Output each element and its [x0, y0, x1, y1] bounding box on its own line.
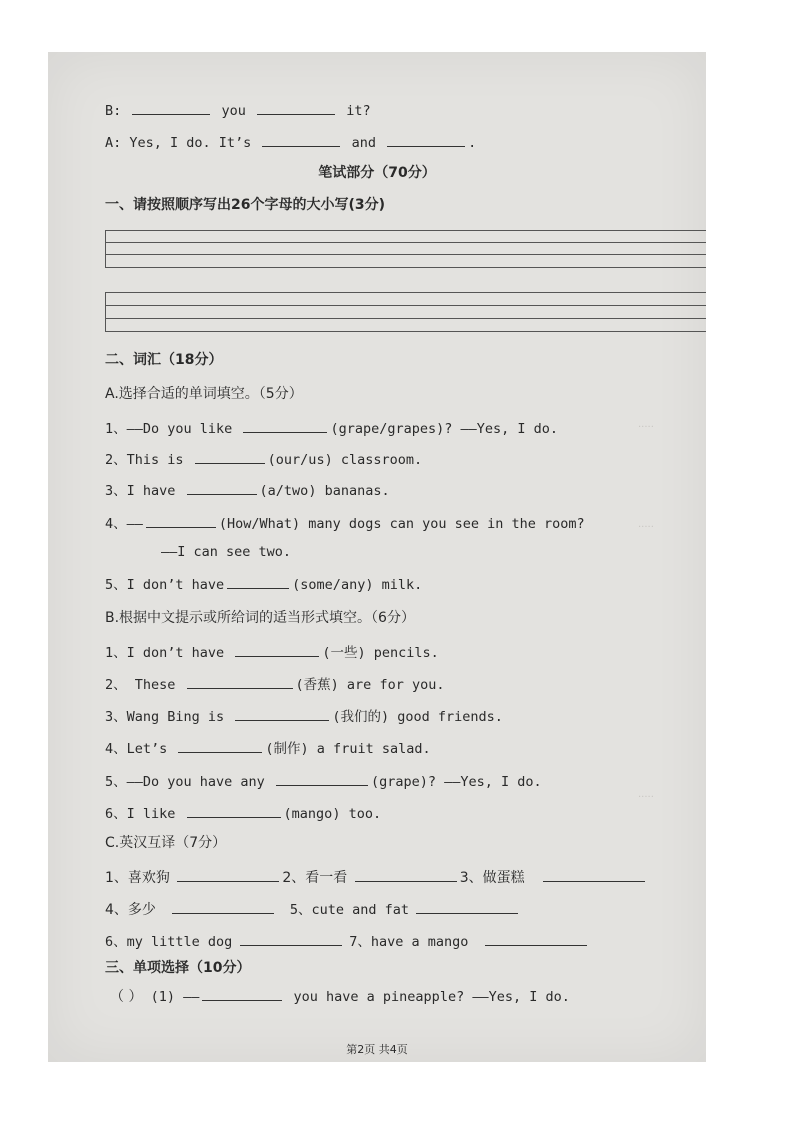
question-text: 5、——Do you have any	[105, 774, 265, 790]
answer-blank[interactable]	[187, 480, 257, 495]
answer-bracket[interactable]: （ ）	[110, 989, 143, 1005]
speaker-b-label: B:	[105, 103, 122, 119]
dialogue-line-b	[105, 100, 371, 120]
question-text: (a/two) bananas.	[259, 483, 390, 499]
answer-blank[interactable]	[387, 132, 465, 147]
translation-item: 1、喜欢狗	[105, 870, 170, 886]
written-part-title: 笔试部分（70分）	[318, 165, 436, 181]
exam-sheet	[48, 52, 706, 1062]
answer-blank[interactable]	[195, 449, 265, 464]
partA-question-5	[105, 574, 422, 594]
answer-blank[interactable]	[257, 100, 335, 115]
answer-blank[interactable]	[235, 642, 319, 657]
partB-question-4	[105, 738, 431, 758]
answer-blank[interactable]	[172, 899, 274, 914]
translation-item: 4、多少	[105, 902, 156, 918]
answer-blank[interactable]	[187, 803, 281, 818]
section3-question-1	[110, 986, 570, 1006]
question-text: 1、I don’t have	[105, 645, 225, 661]
answer-blank[interactable]	[543, 867, 645, 882]
answer-blank[interactable]	[262, 132, 340, 147]
answer-blank[interactable]	[202, 986, 282, 1001]
partA-question-2	[105, 449, 422, 469]
question-text: (一些) pencils.	[322, 645, 439, 661]
bleed-through-decoration: ·····	[638, 522, 654, 533]
translation-item: 6、my little dog	[105, 934, 233, 950]
partA-question-4	[105, 513, 585, 533]
question-text: (mango) too.	[283, 806, 382, 822]
question-text: 2、This is	[105, 452, 184, 468]
partA-question-4-answer: ——I can see two.	[161, 544, 292, 560]
answer-blank[interactable]	[177, 867, 279, 882]
question-text: 4、Let’s	[105, 741, 168, 757]
dialogue-line-a	[105, 132, 476, 152]
partB-title: B.根据中文提示或所给词的适当形式填空。（6分）	[105, 610, 415, 626]
answer-blank[interactable]	[243, 418, 327, 433]
question-text: (some/any) milk.	[292, 577, 423, 593]
partB-question-2	[105, 674, 444, 694]
dialogue-text: it?	[346, 103, 371, 119]
question-text: (our/us) classroom.	[267, 452, 423, 468]
alphabet-writing-lines[interactable]	[105, 292, 706, 332]
alphabet-writing-lines[interactable]	[105, 230, 706, 268]
partC-title: C.英汉互译（7分）	[105, 835, 227, 851]
partB-question-3	[105, 706, 503, 726]
question-text: 4、——	[105, 516, 143, 532]
partB-question-1	[105, 642, 439, 662]
answer-blank[interactable]	[187, 674, 293, 689]
translation-item: 5、cute and fat	[289, 902, 409, 918]
partA-question-3	[105, 480, 390, 500]
dialogue-text: .	[468, 135, 477, 151]
partB-question-5	[105, 771, 542, 791]
partA-title: A.选择合适的单词填空。（5分）	[105, 386, 303, 402]
speaker-a-text: A: Yes, I do. It’s	[105, 135, 252, 151]
question-text: 3、I have	[105, 483, 176, 499]
question-text: you have a pineapple? ——Yes, I do.	[293, 989, 570, 1005]
question-text: 3、Wang Bing is	[105, 709, 225, 725]
partC-row-2	[105, 899, 521, 919]
dialogue-text: and	[351, 135, 376, 151]
partA-question-1	[105, 418, 558, 438]
answer-blank[interactable]	[485, 931, 587, 946]
answer-blank[interactable]	[178, 738, 262, 753]
question-text: 5、I don’t have	[105, 577, 225, 593]
bleed-through-decoration: ·····	[638, 792, 654, 803]
page-footer: 第2页 共4页	[346, 1043, 408, 1056]
translation-item: 7、have a mango	[349, 934, 469, 950]
answer-blank[interactable]	[240, 931, 342, 946]
question-text: (1) ——	[150, 989, 200, 1005]
section2-title: 二、词汇（18分）	[105, 352, 223, 368]
answer-blank[interactable]	[416, 899, 518, 914]
question-text: 6、I like	[105, 806, 176, 822]
dialogue-text: you	[221, 103, 246, 119]
section1-title: 一、请按照顺序写出26个字母的大小写(3分)	[105, 197, 386, 213]
question-text: (How/What) many dogs can you see in the room?	[218, 516, 585, 532]
question-text: (制作) a fruit salad.	[265, 741, 431, 757]
answer-blank[interactable]	[235, 706, 329, 721]
question-text: 2、 These	[105, 677, 176, 693]
section3-title: 三、单项选择（10分）	[105, 960, 251, 976]
question-text: (grape/grapes)? ——Yes, I do.	[330, 421, 559, 437]
translation-item: 3、做蛋糕	[459, 870, 525, 886]
answer-blank[interactable]	[146, 513, 216, 528]
question-text: (香蕉) are for you.	[295, 677, 445, 693]
answer-blank[interactable]	[132, 100, 210, 115]
partB-question-6	[105, 803, 381, 823]
partC-row-1	[105, 867, 648, 887]
partC-row-3	[105, 931, 590, 951]
bleed-through-decoration: ·····	[638, 422, 654, 433]
translation-item: 2、看一看	[282, 870, 348, 886]
answer-blank[interactable]	[227, 574, 289, 589]
question-text: (我们的) good friends.	[332, 709, 503, 725]
answer-blank[interactable]	[276, 771, 368, 786]
answer-blank[interactable]	[355, 867, 457, 882]
question-text: 1、——Do you like	[105, 421, 233, 437]
question-text: (grape)? ——Yes, I do.	[370, 774, 542, 790]
